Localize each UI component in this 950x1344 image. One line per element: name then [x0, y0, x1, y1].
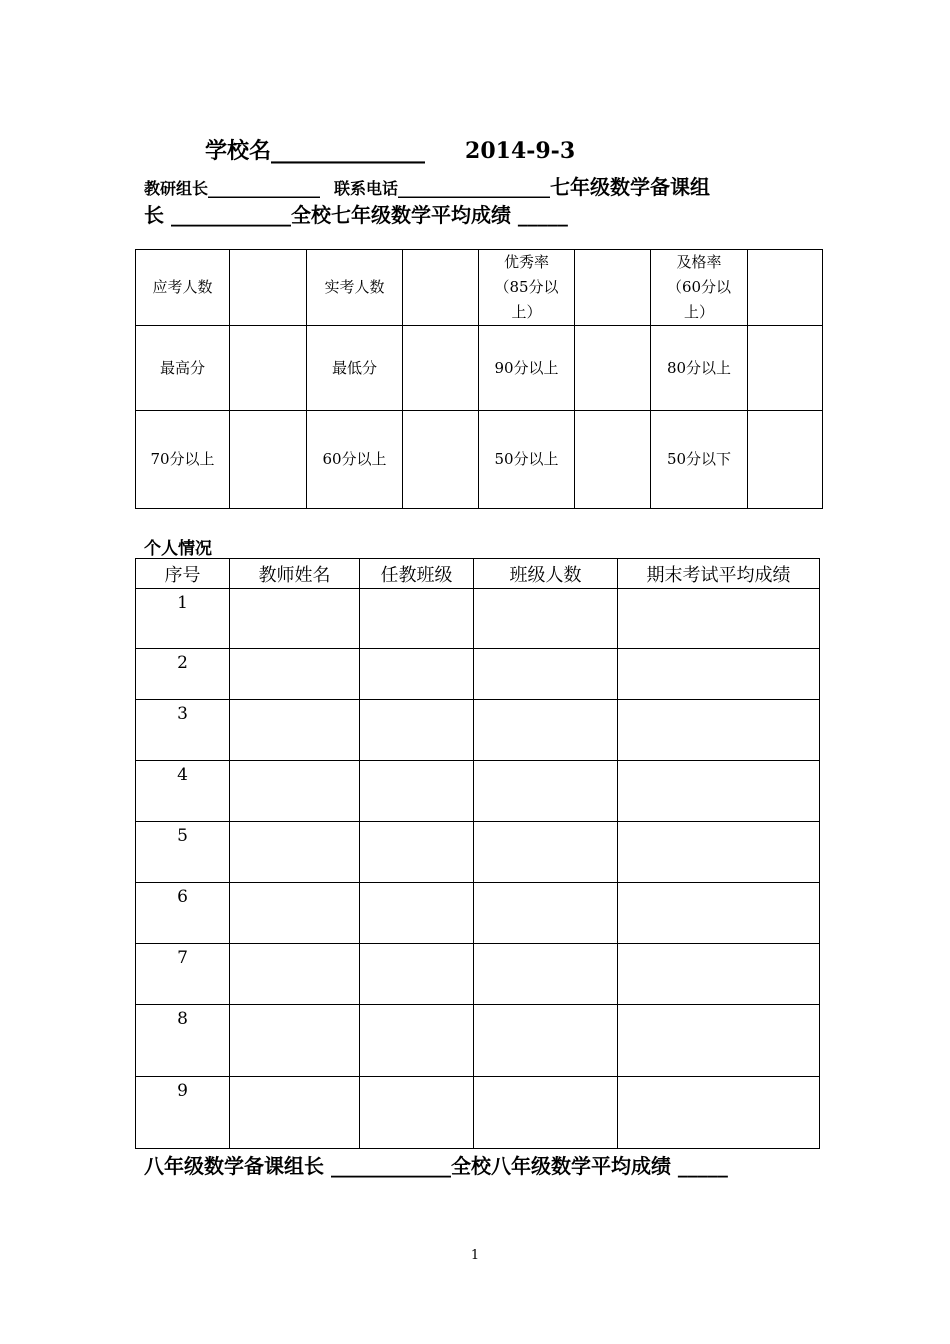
- teacher-name-cell[interactable]: [230, 1005, 360, 1077]
- page-number: 1: [470, 1248, 480, 1263]
- average-score-cell[interactable]: [618, 761, 820, 822]
- table-row: [136, 589, 820, 649]
- stats-label: 应考人数: [136, 250, 230, 326]
- class-cell[interactable]: [360, 1077, 474, 1149]
- stats-value-cell[interactable]: [575, 326, 651, 411]
- stats-label: 70分以上: [136, 411, 230, 509]
- row-index: 8: [136, 1005, 230, 1077]
- stats-label: 90分以上: [479, 326, 575, 411]
- stats-label: 实考人数: [307, 250, 403, 326]
- teacher-name-cell[interactable]: [230, 649, 360, 700]
- average-score-cell[interactable]: [618, 883, 820, 944]
- class-size-cell[interactable]: [474, 761, 618, 822]
- class-cell[interactable]: [360, 883, 474, 944]
- grade7-average-field: 长 ____________全校七年级数学平均成绩 _____: [144, 203, 568, 227]
- grade8-leader-line: 八年级数学备课组长 ____________全校八年级数学平均成绩 _____: [144, 1154, 728, 1178]
- stats-label: 50分以下: [651, 411, 748, 509]
- stats-label: 最高分: [136, 326, 230, 411]
- teacher-name-cell[interactable]: [230, 700, 360, 761]
- table-row: [136, 761, 820, 822]
- stats-table: [135, 249, 823, 509]
- average-score-cell[interactable]: [618, 1077, 820, 1149]
- average-score-cell[interactable]: [618, 649, 820, 700]
- stats-value-cell[interactable]: [403, 326, 479, 411]
- personal-section-title: 个人情况: [144, 539, 212, 559]
- class-size-cell[interactable]: [474, 822, 618, 883]
- stats-label: 50分以上: [479, 411, 575, 509]
- stats-value-cell[interactable]: [575, 250, 651, 326]
- table-row: [136, 822, 820, 883]
- class-cell[interactable]: [360, 822, 474, 883]
- teacher-name-cell[interactable]: [230, 822, 360, 883]
- stats-value-cell[interactable]: [748, 326, 823, 411]
- document-date: 2014-9-3: [465, 138, 576, 164]
- row-index: 9: [136, 1077, 230, 1149]
- class-cell[interactable]: [360, 761, 474, 822]
- stats-value-cell[interactable]: [403, 250, 479, 326]
- row-index: 3: [136, 700, 230, 761]
- table-row: [136, 700, 820, 761]
- teachers-table: [135, 558, 820, 1149]
- column-header-final-average: 期末考试平均成绩: [618, 559, 820, 589]
- stats-row: [136, 411, 823, 509]
- teacher-name-cell[interactable]: [230, 883, 360, 944]
- stats-value-cell[interactable]: [230, 411, 307, 509]
- school-title-line: [205, 134, 575, 165]
- stats-label: 及格率（60分以上）: [651, 250, 748, 326]
- class-size-cell[interactable]: [474, 1077, 618, 1149]
- stats-value-cell[interactable]: [748, 250, 823, 326]
- stats-row: [136, 326, 823, 411]
- row-index: 2: [136, 649, 230, 700]
- stats-label: 优秀率（85分以上）: [479, 250, 575, 326]
- table-row: [136, 1005, 820, 1077]
- class-cell[interactable]: [360, 944, 474, 1005]
- class-cell[interactable]: [360, 649, 474, 700]
- row-index: 1: [136, 589, 230, 649]
- class-size-cell[interactable]: [474, 700, 618, 761]
- contact-phone-field: 联系电话___________________: [334, 179, 551, 198]
- class-size-cell[interactable]: [474, 649, 618, 700]
- class-size-cell[interactable]: [474, 1005, 618, 1077]
- average-score-cell[interactable]: [618, 944, 820, 1005]
- teacher-name-cell[interactable]: [230, 761, 360, 822]
- class-cell[interactable]: [360, 589, 474, 649]
- class-size-cell[interactable]: [474, 944, 618, 1005]
- row-index: 6: [136, 883, 230, 944]
- row-index: 5: [136, 822, 230, 883]
- leaders-line: [144, 174, 824, 230]
- stats-value-cell[interactable]: [575, 411, 651, 509]
- stats-value-cell[interactable]: [403, 411, 479, 509]
- average-score-cell[interactable]: [618, 700, 820, 761]
- class-size-cell[interactable]: [474, 589, 618, 649]
- research-leader-field: 教研组长______________: [144, 179, 321, 198]
- stats-label: 80分以上: [651, 326, 748, 411]
- column-header-class-size: 班级人数: [474, 559, 618, 589]
- grade7-leader-label: 七年级数学备课组: [550, 175, 711, 199]
- average-score-cell[interactable]: [618, 589, 820, 649]
- table-row: [136, 1077, 820, 1149]
- class-cell[interactable]: [360, 1005, 474, 1077]
- table-row: [136, 649, 820, 700]
- average-score-cell[interactable]: [618, 1005, 820, 1077]
- column-header-teacher-name: 教师姓名: [230, 559, 360, 589]
- school-name-field: 学校名______________: [205, 138, 426, 164]
- stats-row: [136, 250, 823, 326]
- stats-value-cell[interactable]: [748, 411, 823, 509]
- teacher-name-cell[interactable]: [230, 1077, 360, 1149]
- stats-value-cell[interactable]: [230, 326, 307, 411]
- column-header-index: 序号: [136, 559, 230, 589]
- table-row: [136, 883, 820, 944]
- row-index: 4: [136, 761, 230, 822]
- class-size-cell[interactable]: [474, 883, 618, 944]
- stats-label: 60分以上: [307, 411, 403, 509]
- teachers-header-row: [136, 559, 820, 589]
- teacher-name-cell[interactable]: [230, 589, 360, 649]
- row-index: 7: [136, 944, 230, 1005]
- average-score-cell[interactable]: [618, 822, 820, 883]
- teacher-name-cell[interactable]: [230, 944, 360, 1005]
- class-cell[interactable]: [360, 700, 474, 761]
- table-row: [136, 944, 820, 1005]
- column-header-class: 任教班级: [360, 559, 474, 589]
- stats-value-cell[interactable]: [230, 250, 307, 326]
- stats-label: 最低分: [307, 326, 403, 411]
